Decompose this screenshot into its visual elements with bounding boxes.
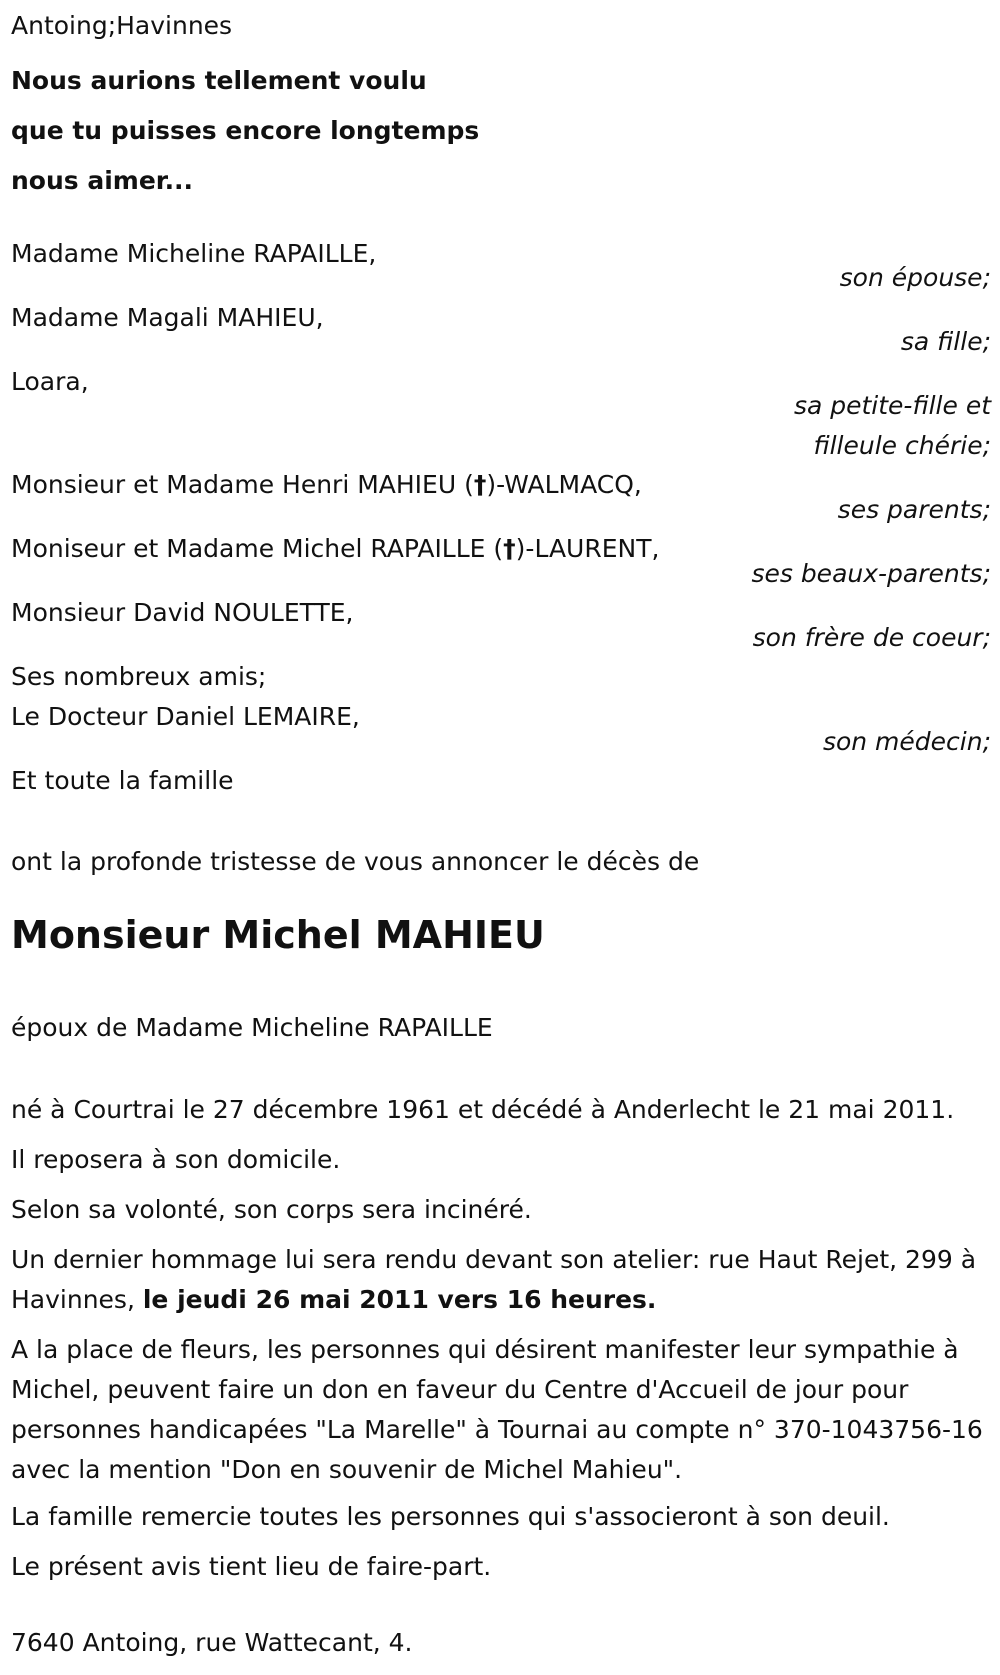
family-member-name: Loara, xyxy=(11,367,89,396)
family-member-relation: son frère de coeur; xyxy=(752,623,991,652)
tribute-date: le jeudi 26 mai 2011 vers 16 heures. xyxy=(142,1285,657,1314)
memorial-quote xyxy=(11,56,479,206)
family-member-relation: sa fille; xyxy=(900,327,991,356)
quote-line: que tu puisses encore longtemps xyxy=(11,116,480,145)
family-member-relation: son médecin; xyxy=(822,727,991,756)
deceased-name: Monsieur Michel MAHIEU xyxy=(11,913,545,957)
family-member-relation: sa petite-fille et xyxy=(793,391,991,420)
family-member-name xyxy=(11,469,642,501)
place-heading: Antoing;Havinnes xyxy=(11,11,233,40)
family-member-relation: ses parents; xyxy=(837,495,991,524)
notice-text: Le présent avis tient lieu de faire-part. xyxy=(11,1552,492,1581)
quote-line: Nous aurions tellement voulu xyxy=(11,66,427,95)
family-member-name: Madame Micheline RAPAILLE, xyxy=(11,239,377,268)
family-member-relation: son épouse; xyxy=(839,263,991,292)
spouse-line: époux de Madame Micheline RAPAILLE xyxy=(11,1013,493,1042)
family-member-name: Monsieur David NOULETTE, xyxy=(11,598,354,627)
rest-text: Il reposera à son domicile. xyxy=(11,1145,341,1174)
birth-death-text: né à Courtrai le 27 décembre 1961 et décédé à Anderlecht le 21 mai 2011. xyxy=(11,1095,955,1124)
cross-symbol: † xyxy=(473,470,487,499)
donation-text: A la place de fleurs, les personnes qui désirent manifester leur sympathie à Michel, peuvent faire un don en faveur du Centre d'Accueil de jour pour personnes handicapées "La Marelle" à Tournai au compte n° 370-1043756-16 avec la mention "Don en souvenir de Michel Mahieu". xyxy=(11,1335,983,1484)
quote-line: nous aimer... xyxy=(11,166,194,195)
cross-symbol: † xyxy=(503,534,516,563)
cremation-text: Selon sa volonté, son corps sera incinéré. xyxy=(11,1195,532,1224)
family-member-name-part: Moniseur et Madame Michel RAPAILLE ( xyxy=(11,534,504,563)
family-member-relation: filleule chérie; xyxy=(813,431,991,460)
family-member-name-part: )-WALMACQ, xyxy=(486,470,642,499)
announcement-text: ont la profonde tristesse de vous annoncer le décès de xyxy=(11,847,700,876)
tribute-location: Un dernier hommage lui sera rendu devant son atelier: rue Haut Rejet, 299 à Havinnes, xyxy=(11,1245,977,1314)
family-member-name xyxy=(11,533,659,565)
address-text: 7640 Antoing, rue Wattecant, 4. xyxy=(11,1628,413,1657)
thanks-text: La famille remercie toutes les personnes qui s'associeront à son deuil. xyxy=(11,1502,890,1531)
family-member-name: Madame Magali MAHIEU, xyxy=(11,303,324,332)
family-member-relation: ses beaux-parents; xyxy=(751,559,991,588)
obituary-notice xyxy=(11,0,991,1675)
family-member-name: Et toute la famille xyxy=(11,766,234,795)
family-member-name-part: )-LAURENT, xyxy=(515,534,660,563)
family-member-name: Ses nombreux amis; xyxy=(11,662,267,691)
family-member-name: Le Docteur Daniel LEMAIRE, xyxy=(11,702,360,731)
tribute-text xyxy=(11,1240,991,1320)
family-member-name-part: Monsieur et Madame Henri MAHIEU ( xyxy=(11,470,474,499)
